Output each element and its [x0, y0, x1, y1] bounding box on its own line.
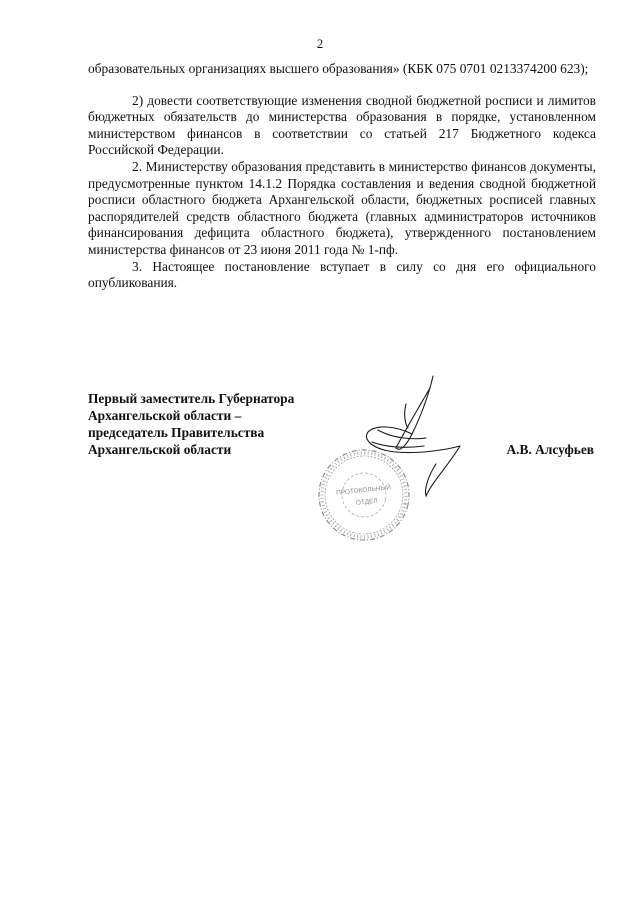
signatory-title	[88, 390, 294, 458]
paragraph-1: образовательных организациях высшего образования» (КБК 075 0701 0213374200 623);	[88, 61, 589, 76]
signatory-title-line: Первый заместитель Губернатора	[88, 391, 295, 406]
page-number: 2	[316, 36, 324, 51]
paragraph-2: 2) довести соответствующие изменения сводной бюджетной росписи и лимитов бюджетных обязательств до министерства образования в порядке, установленном министерством финансов в соответствии со статьей 217 Бюджетного кодекса Российской Федерации.	[88, 92, 596, 158]
paragraph-4: 3. Настоящее постановление вступает в силу со дня его официального опубликования.	[88, 258, 596, 291]
seal-center-text: ОТДЕЛ	[355, 497, 378, 507]
handwritten-signature	[366, 376, 460, 496]
seal-and-signature	[308, 368, 476, 568]
signatory-name: А.В. Алсуфьев	[506, 442, 594, 457]
document-body	[88, 61, 596, 292]
paragraph-3: 2. Министерству образования представить в министерство финансов документы, предусмотренные пунктом 14.1.2 Порядка составления и ведения сводной бюджетной росписи областного бюджета Архангельской области, бюджетных росписей главных распорядителей средств областного бюджета (главных администраторов источников финансирования дефицита областного бюджета), утвержденного постановлением министерства финансов от 23 июня 2011 года № 1-пф.	[88, 158, 596, 257]
signatory-title-line: председатель Правительства	[88, 425, 265, 440]
official-seal	[311, 442, 418, 549]
seal-center-text: ПРОТОКОЛЬНЫЙ	[335, 484, 392, 497]
signatory-title-line: Архангельской области	[88, 442, 232, 457]
signatory-title-line: Архангельской области –	[88, 408, 242, 423]
